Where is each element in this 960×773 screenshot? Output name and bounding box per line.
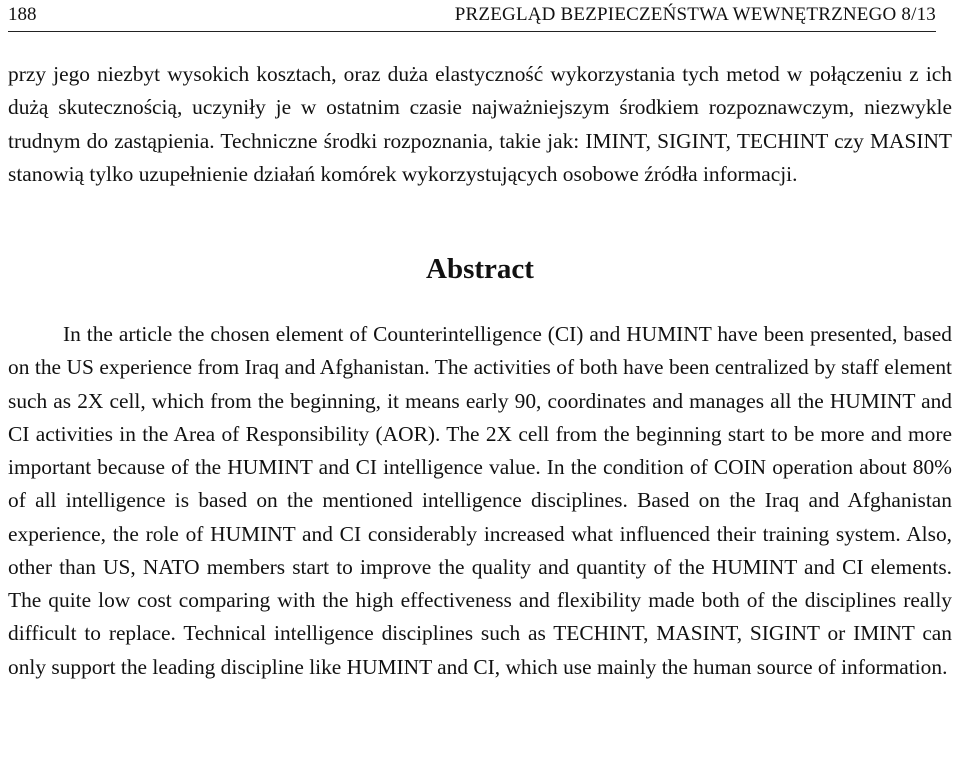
- body-paragraph-polish: przy jego niezbyt wysokich kosztach, oraz duża elastyczność wykorzystania tych metod w połączeniu z ich dużą skutecznością, uczyniły je w ostatnim czasie najważniejszym środkiem rozpoznawczym, niezwykle trudnym do zastąpienia. Techniczne środki rozpoznania, takie jak: IMINT, SIGINT, TECHINT czy MASINT stanowią tylko uzupełnienie działań komórek wykorzystujących osobowe źródła informacji.: [8, 62, 952, 186]
- page-number: 188: [8, 4, 37, 25]
- journal-title: PRZEGLĄD BEZPIECZEŃSTWA WEWNĘTRZNEGO 8/13: [454, 4, 936, 25]
- abstract-heading: Abstract: [426, 253, 534, 285]
- abstract-paragraph: In the article the chosen element of Counterintelligence (CI) and HUMINT have been presented, based on the US experience from Iraq and Afghanistan. The activities of both have been centralized by staff element such as 2X cell, which from the beginning, it means early 90, coordinates and manages all the HUMINT and CI activities in the Area of Responsibility (AOR). The 2X cell from the beginning start to be more and more important because of the HUMINT and CI intelligence value. In the condition of COIN operation about 80% of all intelligence is based on the mentioned intelligence disciplines. Based on the Iraq and Afghanistan experience, the role of HUMINT and CI considerably increased what influenced their training system. Also, other than US, NATO members start to improve the quality and quantity of the HUMINT and CI elements. The quite low cost comparing with the high effectiveness and flexibility made both of the disciplines really difficult to replace. Technical intelligence disciplines such as TECHINT, MASINT, SIGINT or IMINT can only support the leading discipline like HUMINT and CI, which use mainly the human source of information.: [8, 322, 952, 679]
- running-header: [8, 1, 936, 32]
